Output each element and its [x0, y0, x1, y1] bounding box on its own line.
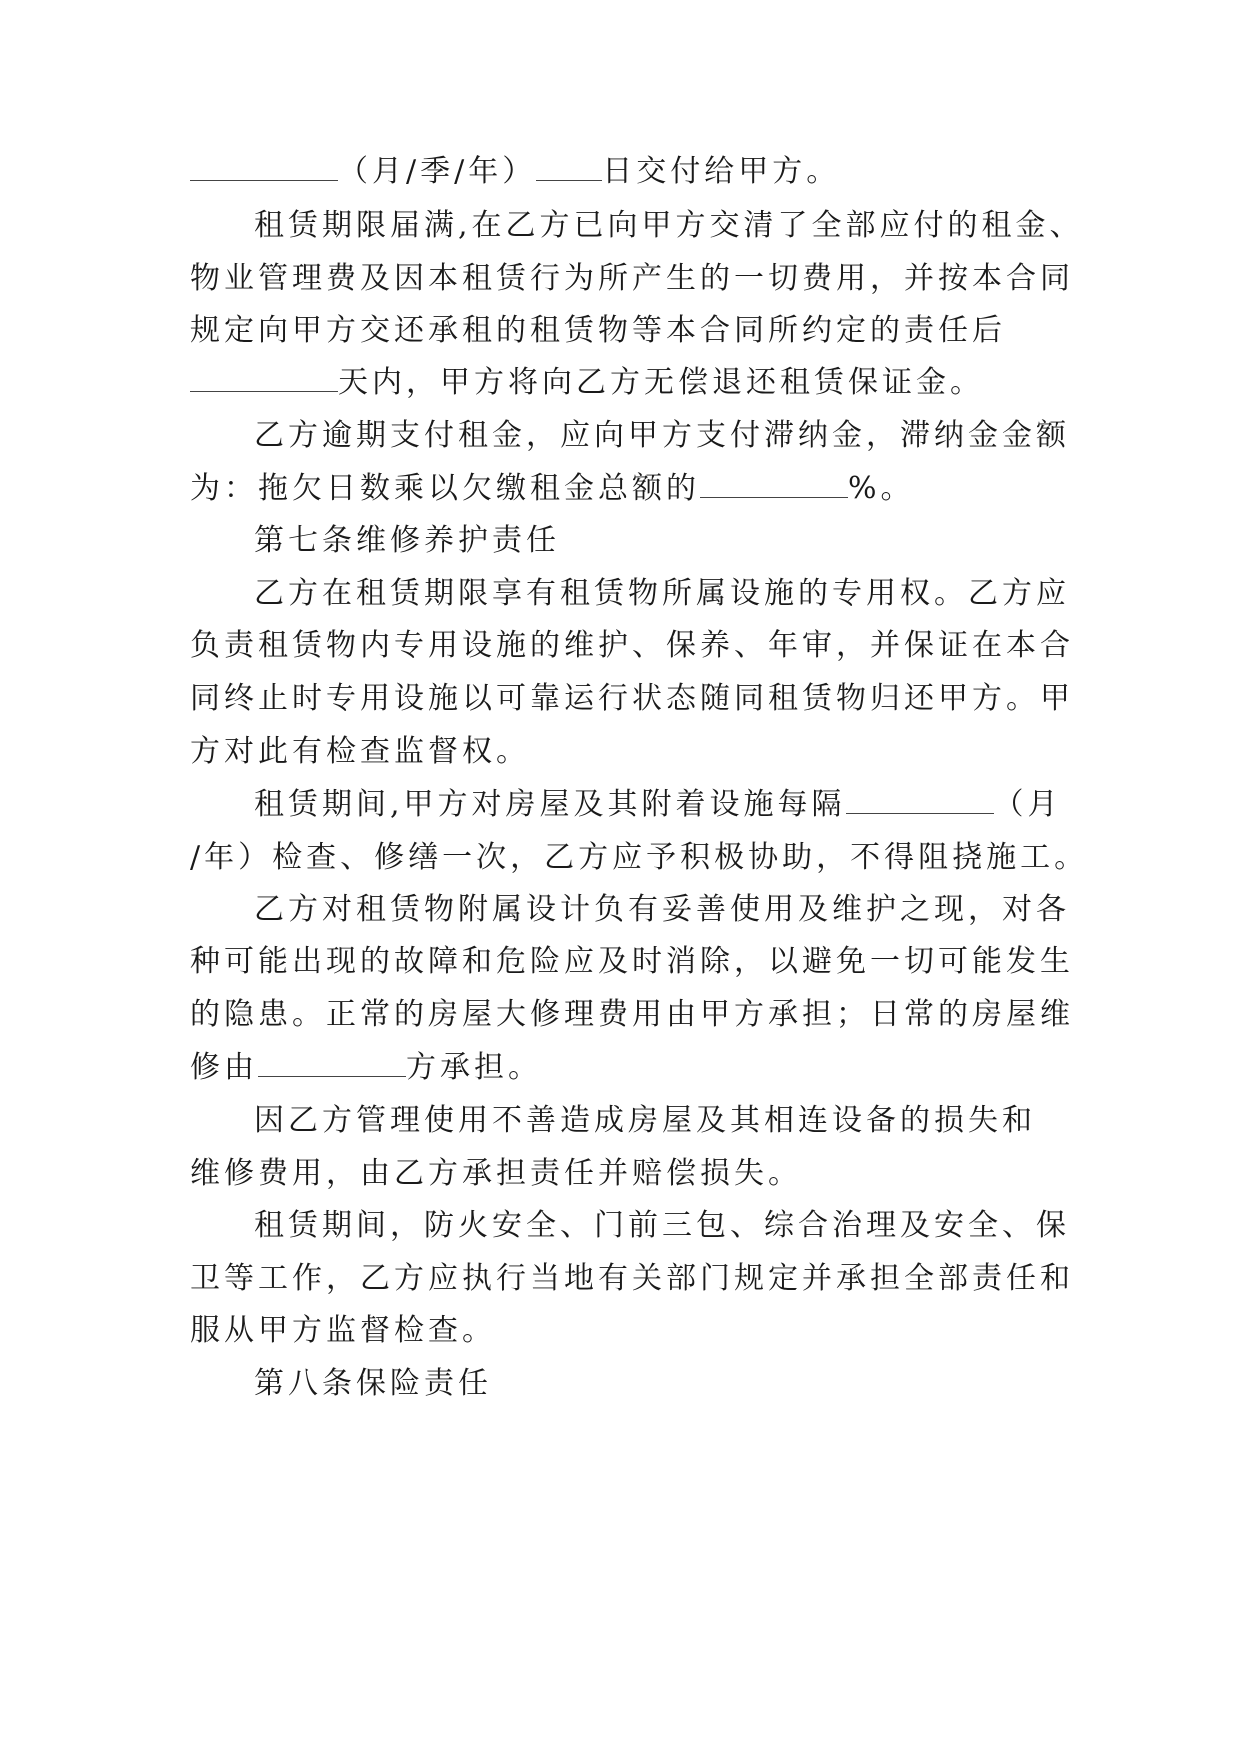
- text-line: [190, 363, 984, 403]
- paragraph-start: 乙方对租赁物附属设计负有妥善使用及维护之现，对各: [254, 892, 1070, 927]
- text-line: 的隐患。正常的房屋大修理费用由甲方承担；日常的房屋维: [190, 997, 1074, 1032]
- text-segment: 为：拖欠日数乘以欠缴租金总额的: [190, 471, 700, 506]
- paragraph-start: 租赁期限届满,在乙方已向甲方交清了全部应付的租金、: [254, 208, 1084, 243]
- text-line: 负责租赁物内专用设施的维护、保养、年审，并保证在本合: [190, 628, 1074, 663]
- text-segment: 租赁期间,甲方对房屋及其附着设施每隔: [254, 787, 846, 822]
- text-segment: 方承担。: [406, 1050, 542, 1085]
- text-line: 物业管理费及因本租赁行为所产生的一切费用，并按本合同: [190, 261, 1074, 296]
- fill-blank: [258, 1050, 406, 1077]
- text-line: 方对此有检查监督权。: [190, 734, 530, 769]
- text-segment: 天内，甲方将向乙方无偿退还租赁保证金。: [338, 365, 984, 400]
- section-heading: 第七条维修养护责任: [254, 523, 560, 558]
- text-segment: %。: [848, 471, 915, 506]
- text-segment: 修由: [190, 1050, 258, 1085]
- text-line: [190, 1048, 542, 1088]
- paragraph-start: 租赁期间，防火安全、门前三包、综合治理及安全、保: [254, 1208, 1070, 1243]
- text-line: /年）检查、修缮一次，乙方应予积极协助，不得阻挠施工。: [190, 840, 1089, 875]
- text-line: 同终止时专用设施以可靠运行状态随同租赁物归还甲方。甲: [190, 681, 1074, 716]
- text-segment: （月: [993, 787, 1062, 822]
- fill-blank: [700, 471, 848, 498]
- text-segment: 日交付给甲方。: [602, 154, 841, 189]
- fill-blank: [190, 365, 338, 392]
- text-line: 维修费用，由乙方承担责任并赔偿损失。: [190, 1156, 802, 1191]
- paragraph-start: [254, 785, 1062, 825]
- text-line: 规定向甲方交还承租的租赁物等本合同所约定的责任后: [190, 313, 1006, 348]
- section-heading: 第八条保险责任: [254, 1366, 492, 1401]
- text-segment: （月/季/年）: [338, 154, 537, 189]
- fill-blank: [846, 787, 994, 814]
- text-line: [190, 152, 840, 192]
- text-line: [190, 469, 915, 509]
- paragraph-start: 因乙方管理使用不善造成房屋及其相连设备的损失和: [254, 1103, 1036, 1138]
- paragraph-start: 乙方逾期支付租金，应向甲方支付滞纳金，滞纳金金额: [254, 418, 1070, 453]
- fill-blank: [536, 154, 602, 181]
- text-line: 种可能出现的故障和危险应及时消除，以避免一切可能发生: [190, 944, 1074, 979]
- text-line: 卫等工作，乙方应执行当地有关部门规定并承担全部责任和: [190, 1261, 1074, 1296]
- fill-blank: [190, 154, 338, 181]
- text-line: 服从甲方监督检查。: [190, 1313, 496, 1348]
- paragraph-start: 乙方在租赁期限享有租赁物所属设施的专用权。乙方应: [254, 576, 1070, 611]
